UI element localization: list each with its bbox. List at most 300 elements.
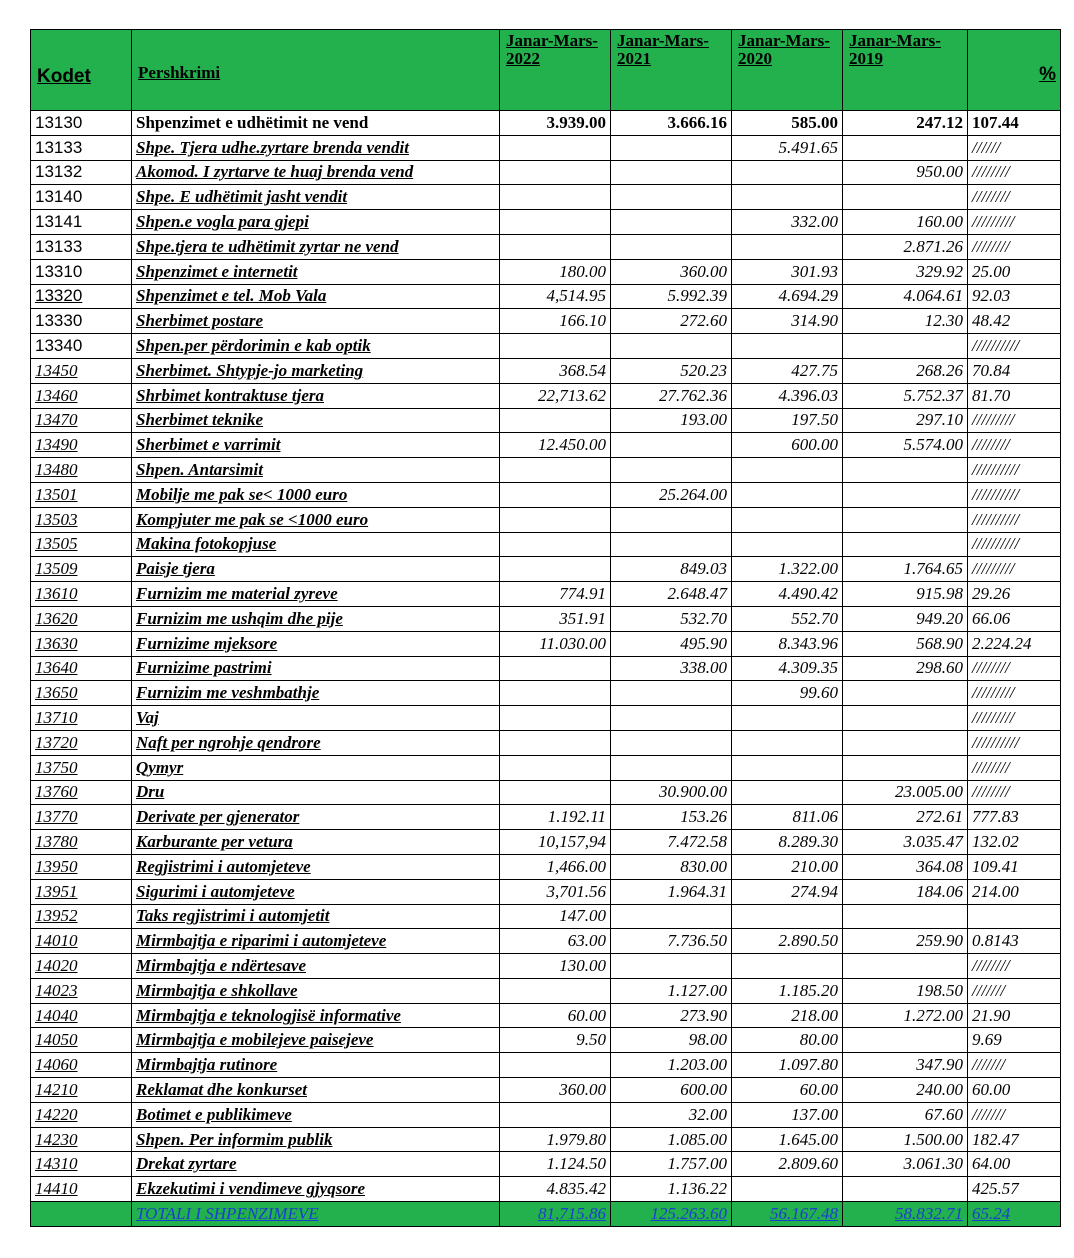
row-value-2019: 329.92 <box>843 259 968 284</box>
row-value-2019: 2.871.26 <box>843 234 968 259</box>
row-value-2020: 4.309.35 <box>732 656 843 681</box>
row-percent: ///////// <box>968 557 1061 582</box>
row-value-2022 <box>500 507 611 532</box>
row-code: 13750 <box>31 755 132 780</box>
row-value-2019: 23.005.00 <box>843 780 968 805</box>
row-percent: 60.00 <box>968 1078 1061 1103</box>
row-value-2021: 5.992.39 <box>611 284 732 309</box>
row-percent: 92.03 <box>968 284 1061 309</box>
row-value-2019 <box>843 458 968 483</box>
row-percent: //////// <box>968 780 1061 805</box>
row-value-2019 <box>843 185 968 210</box>
row-value-2020: 137.00 <box>732 1102 843 1127</box>
row-description: Shrbimet kontraktuse tjera <box>132 383 500 408</box>
row-value-2019: 347.90 <box>843 1053 968 1078</box>
row-code: 14410 <box>31 1177 132 1202</box>
row-percent: 25.00 <box>968 259 1061 284</box>
row-value-2019 <box>843 1177 968 1202</box>
row-description: Furnizim me material zyreve <box>132 582 500 607</box>
row-value-2019: 160.00 <box>843 210 968 235</box>
row-value-2022: 1.192.11 <box>500 805 611 830</box>
row-description: Shpenzimet e tel. Mob Vala <box>132 284 500 309</box>
total-2019: 58.832.71 <box>843 1202 968 1227</box>
row-value-2020: 552.70 <box>732 606 843 631</box>
row-value-2020: 99.60 <box>732 681 843 706</box>
header-period-2019: Janar-Mars-2019 <box>843 30 968 111</box>
row-code: 13760 <box>31 780 132 805</box>
row-percent: //////// <box>968 185 1061 210</box>
row-value-2019 <box>843 730 968 755</box>
row-code: 13330 <box>31 309 132 334</box>
table-row <box>31 929 1061 954</box>
table-row <box>31 978 1061 1003</box>
row-percent: 182.47 <box>968 1127 1061 1152</box>
row-description: Sigurimi i automjeteve <box>132 879 500 904</box>
row-value-2021 <box>611 160 732 185</box>
row-description: Derivate per gjenerator <box>132 805 500 830</box>
row-description: Kompjuter me pak se <1000 euro <box>132 507 500 532</box>
row-value-2020: 427.75 <box>732 358 843 383</box>
row-value-2021 <box>611 507 732 532</box>
row-value-2020 <box>732 234 843 259</box>
row-percent: 66.06 <box>968 606 1061 631</box>
table-row <box>31 954 1061 979</box>
table-row <box>31 631 1061 656</box>
row-description: Sherbimet postare <box>132 309 500 334</box>
row-value-2021 <box>611 185 732 210</box>
row-value-2022 <box>500 482 611 507</box>
row-value-2021 <box>611 532 732 557</box>
row-value-2020 <box>732 730 843 755</box>
row-code: 13320 <box>31 284 132 309</box>
row-value-2021: 25.264.00 <box>611 482 732 507</box>
row-code: 13610 <box>31 582 132 607</box>
row-value-2021 <box>611 681 732 706</box>
row-description: Akomod. I zyrtarve te huaj brenda vend <box>132 160 500 185</box>
row-value-2020: 1.097.80 <box>732 1053 843 1078</box>
row-percent: ////////// <box>968 507 1061 532</box>
row-percent: ///////// <box>968 210 1061 235</box>
row-value-2020 <box>732 160 843 185</box>
header-code: Kodet <box>31 30 132 111</box>
header-description: Pershkrimi <box>132 30 500 111</box>
table-row <box>31 1003 1061 1028</box>
row-value-2019: 259.90 <box>843 929 968 954</box>
row-percent: //////// <box>968 954 1061 979</box>
row-value-2022 <box>500 1053 611 1078</box>
row-description: Shpen. Antarsimit <box>132 458 500 483</box>
row-percent: 2.224.24 <box>968 631 1061 656</box>
row-value-2022: 130.00 <box>500 954 611 979</box>
row-code: 13480 <box>31 458 132 483</box>
table-row <box>31 309 1061 334</box>
row-percent: ////// <box>968 135 1061 160</box>
row-value-2022: 166.10 <box>500 309 611 334</box>
row-percent: 109.41 <box>968 854 1061 879</box>
row-value-2020: 585.00 <box>732 111 843 136</box>
row-value-2021: 272.60 <box>611 309 732 334</box>
row-value-2022: 4,514.95 <box>500 284 611 309</box>
row-value-2022: 774.91 <box>500 582 611 607</box>
row-value-2020 <box>732 904 843 929</box>
row-value-2020: 60.00 <box>732 1078 843 1103</box>
row-percent: 214.00 <box>968 879 1061 904</box>
row-value-2020 <box>732 334 843 359</box>
row-value-2021 <box>611 334 732 359</box>
row-code: 14060 <box>31 1053 132 1078</box>
row-value-2019: 5.574.00 <box>843 433 968 458</box>
row-code: 13952 <box>31 904 132 929</box>
table-row <box>31 408 1061 433</box>
table-row <box>31 1028 1061 1053</box>
table-row <box>31 111 1061 136</box>
row-value-2022: 147.00 <box>500 904 611 929</box>
table-row <box>31 1078 1061 1103</box>
row-description: Ekzekutimi i vendimeve gjyqsore <box>132 1177 500 1202</box>
row-value-2021: 7.736.50 <box>611 929 732 954</box>
row-value-2019 <box>843 755 968 780</box>
row-value-2021: 520.23 <box>611 358 732 383</box>
header-row <box>31 30 1061 111</box>
row-value-2020: 4.694.29 <box>732 284 843 309</box>
row-value-2020: 210.00 <box>732 854 843 879</box>
row-code: 13130 <box>31 111 132 136</box>
row-value-2019: 915.98 <box>843 582 968 607</box>
total-2020: 56.167.48 <box>732 1202 843 1227</box>
row-value-2020: 4.490.42 <box>732 582 843 607</box>
row-description: Shpenzimet e udhëtimit ne vend <box>132 111 500 136</box>
row-code: 13501 <box>31 482 132 507</box>
row-value-2019: 297.10 <box>843 408 968 433</box>
row-value-2020: 2.809.60 <box>732 1152 843 1177</box>
row-description: Mirmbajtja e ndërtesave <box>132 954 500 979</box>
row-value-2019: 268.26 <box>843 358 968 383</box>
total-code <box>31 1202 132 1227</box>
row-value-2019: 4.064.61 <box>843 284 968 309</box>
row-percent: //////// <box>968 160 1061 185</box>
row-code: 13640 <box>31 656 132 681</box>
row-value-2022 <box>500 706 611 731</box>
table-row <box>31 334 1061 359</box>
row-value-2020 <box>732 532 843 557</box>
row-percent: 64.00 <box>968 1152 1061 1177</box>
row-value-2019: 364.08 <box>843 854 968 879</box>
row-value-2019 <box>843 954 968 979</box>
row-value-2021 <box>611 904 732 929</box>
row-value-2022 <box>500 408 611 433</box>
row-value-2022 <box>500 135 611 160</box>
row-value-2022 <box>500 160 611 185</box>
row-value-2022 <box>500 1102 611 1127</box>
row-percent: 425.57 <box>968 1177 1061 1202</box>
row-percent: 777.83 <box>968 805 1061 830</box>
total-2021: 125.263.60 <box>611 1202 732 1227</box>
row-value-2021 <box>611 954 732 979</box>
row-value-2020 <box>732 706 843 731</box>
row-description: Dru <box>132 780 500 805</box>
header-percent <box>968 30 1061 111</box>
row-value-2020: 332.00 <box>732 210 843 235</box>
table-row <box>31 507 1061 532</box>
total-percent: 65.24 <box>968 1202 1061 1227</box>
row-value-2020: 218.00 <box>732 1003 843 1028</box>
row-value-2022 <box>500 656 611 681</box>
row-description: Regjistrimi i automjeteve <box>132 854 500 879</box>
row-description: Qymyr <box>132 755 500 780</box>
row-value-2021 <box>611 458 732 483</box>
row-value-2021: 3.666.16 <box>611 111 732 136</box>
row-description: Sherbimet. Shtypje-jo marketing <box>132 358 500 383</box>
row-value-2021: 532.70 <box>611 606 732 631</box>
row-value-2022 <box>500 978 611 1003</box>
row-value-2020 <box>732 507 843 532</box>
header-period-2021: Janar-Mars-2021 <box>611 30 732 111</box>
row-value-2022 <box>500 532 611 557</box>
table-row <box>31 532 1061 557</box>
row-value-2021: 495.90 <box>611 631 732 656</box>
row-value-2021: 1.085.00 <box>611 1127 732 1152</box>
row-value-2021: 153.26 <box>611 805 732 830</box>
row-percent: //////// <box>968 755 1061 780</box>
total-label: TOTALI I SHPENZIMEVE <box>132 1202 500 1227</box>
row-value-2022 <box>500 210 611 235</box>
row-value-2019: 3.061.30 <box>843 1152 968 1177</box>
row-value-2019: 950.00 <box>843 160 968 185</box>
row-code: 13950 <box>31 854 132 879</box>
row-percent: 0.8143 <box>968 929 1061 954</box>
row-value-2021: 360.00 <box>611 259 732 284</box>
row-percent: ////////// <box>968 334 1061 359</box>
total-2022: 81,715.86 <box>500 1202 611 1227</box>
header-period-2022: Janar-Mars-2022 <box>500 30 611 111</box>
table-row <box>31 358 1061 383</box>
row-value-2022 <box>500 334 611 359</box>
row-value-2019 <box>843 681 968 706</box>
row-value-2022: 10,157,94 <box>500 830 611 855</box>
row-description: Shpen. Per informim publik <box>132 1127 500 1152</box>
table-row <box>31 482 1061 507</box>
row-value-2019: 272.61 <box>843 805 968 830</box>
row-percent: 21.90 <box>968 1003 1061 1028</box>
row-value-2019: 3.035.47 <box>843 830 968 855</box>
row-value-2022: 11.030.00 <box>500 631 611 656</box>
row-description: Shpen.e vogla para gjepi <box>132 210 500 235</box>
row-code: 14020 <box>31 954 132 979</box>
row-value-2022: 3.939.00 <box>500 111 611 136</box>
table-row <box>31 185 1061 210</box>
row-value-2020 <box>732 755 843 780</box>
table-row <box>31 805 1061 830</box>
row-value-2021: 830.00 <box>611 854 732 879</box>
table-row <box>31 383 1061 408</box>
row-value-2021 <box>611 234 732 259</box>
row-description: Shpe. Tjera udhe.zyrtare brenda vendit <box>132 135 500 160</box>
table-row <box>31 259 1061 284</box>
row-value-2021: 273.90 <box>611 1003 732 1028</box>
row-code: 13460 <box>31 383 132 408</box>
row-description: Naft per ngrohje qendrore <box>132 730 500 755</box>
row-value-2019 <box>843 482 968 507</box>
table-row <box>31 234 1061 259</box>
table-row <box>31 1127 1061 1152</box>
row-value-2019: 12.30 <box>843 309 968 334</box>
row-code: 13133 <box>31 135 132 160</box>
row-description: Makina fotokopjuse <box>132 532 500 557</box>
row-value-2020: 8.343.96 <box>732 631 843 656</box>
row-code: 14230 <box>31 1127 132 1152</box>
row-value-2022: 22,713.62 <box>500 383 611 408</box>
row-value-2021: 1.964.31 <box>611 879 732 904</box>
row-value-2020: 811.06 <box>732 805 843 830</box>
row-code: 13490 <box>31 433 132 458</box>
row-code: 14220 <box>31 1102 132 1127</box>
row-value-2021 <box>611 755 732 780</box>
row-percent: ////////// <box>968 730 1061 755</box>
row-value-2021: 1.757.00 <box>611 1152 732 1177</box>
row-percent: //////// <box>968 656 1061 681</box>
row-value-2021: 2.648.47 <box>611 582 732 607</box>
row-description: Paisje tjera <box>132 557 500 582</box>
row-percent: /////// <box>968 978 1061 1003</box>
row-value-2020: 8.289.30 <box>732 830 843 855</box>
row-description: Mirmbajtja e mobilejeve paisejeve <box>132 1028 500 1053</box>
row-code: 13340 <box>31 334 132 359</box>
row-value-2022: 1,466.00 <box>500 854 611 879</box>
row-code: 13720 <box>31 730 132 755</box>
row-description: Furnizime mjeksore <box>132 631 500 656</box>
row-value-2021: 27.762.36 <box>611 383 732 408</box>
row-value-2022 <box>500 755 611 780</box>
row-value-2020: 5.491.65 <box>732 135 843 160</box>
row-value-2019: 1.272.00 <box>843 1003 968 1028</box>
row-value-2019: 949.20 <box>843 606 968 631</box>
row-description: Furnizim me veshmbathje <box>132 681 500 706</box>
row-value-2019 <box>843 532 968 557</box>
row-description: Mobilje me pak se< 1000 euro <box>132 482 500 507</box>
row-value-2021 <box>611 433 732 458</box>
row-value-2022: 1.124.50 <box>500 1152 611 1177</box>
row-value-2021: 98.00 <box>611 1028 732 1053</box>
row-value-2020: 600.00 <box>732 433 843 458</box>
row-value-2019 <box>843 706 968 731</box>
row-value-2020: 197.50 <box>732 408 843 433</box>
row-value-2022 <box>500 458 611 483</box>
row-code: 14210 <box>31 1078 132 1103</box>
row-description: Sherbimet teknike <box>132 408 500 433</box>
row-value-2022: 9.50 <box>500 1028 611 1053</box>
row-description: Reklamat dhe konkurset <box>132 1078 500 1103</box>
row-value-2019: 184.06 <box>843 879 968 904</box>
row-percent: ////////// <box>968 458 1061 483</box>
table-row <box>31 879 1061 904</box>
row-value-2020: 301.93 <box>732 259 843 284</box>
row-value-2020: 1.185.20 <box>732 978 843 1003</box>
table-row <box>31 1177 1061 1202</box>
table-row <box>31 904 1061 929</box>
row-value-2022: 60.00 <box>500 1003 611 1028</box>
table-row <box>31 135 1061 160</box>
row-value-2022: 180.00 <box>500 259 611 284</box>
row-code: 13620 <box>31 606 132 631</box>
table-row <box>31 458 1061 483</box>
row-value-2021 <box>611 135 732 160</box>
row-value-2019: 1.500.00 <box>843 1127 968 1152</box>
row-code: 13650 <box>31 681 132 706</box>
row-value-2022: 368.54 <box>500 358 611 383</box>
row-value-2021: 32.00 <box>611 1102 732 1127</box>
table-row <box>31 210 1061 235</box>
row-percent: 107.44 <box>968 111 1061 136</box>
row-description: Vaj <box>132 706 500 731</box>
row-description: Shpe.tjera te udhëtimit zyrtar ne vend <box>132 234 500 259</box>
row-value-2022 <box>500 780 611 805</box>
row-code: 13140 <box>31 185 132 210</box>
row-value-2021: 1.127.00 <box>611 978 732 1003</box>
row-value-2019 <box>843 507 968 532</box>
row-description: Furnizime pastrimi <box>132 656 500 681</box>
row-value-2020 <box>732 185 843 210</box>
row-percent <box>968 904 1061 929</box>
row-code: 13310 <box>31 259 132 284</box>
row-value-2019 <box>843 334 968 359</box>
row-percent: /////// <box>968 1053 1061 1078</box>
row-value-2022 <box>500 730 611 755</box>
row-code: 14023 <box>31 978 132 1003</box>
header-period-2020: Janar-Mars-2020 <box>732 30 843 111</box>
row-value-2020 <box>732 458 843 483</box>
table-row <box>31 854 1061 879</box>
row-value-2022: 360.00 <box>500 1078 611 1103</box>
row-value-2019: 198.50 <box>843 978 968 1003</box>
row-code: 13503 <box>31 507 132 532</box>
row-value-2022 <box>500 557 611 582</box>
row-code: 13450 <box>31 358 132 383</box>
row-percent: //////// <box>968 433 1061 458</box>
row-code: 13132 <box>31 160 132 185</box>
row-code: 13505 <box>31 532 132 557</box>
row-percent: //////// <box>968 234 1061 259</box>
row-code: 13630 <box>31 631 132 656</box>
row-code: 13770 <box>31 805 132 830</box>
table-row <box>31 755 1061 780</box>
row-value-2022: 63.00 <box>500 929 611 954</box>
row-code: 14050 <box>31 1028 132 1053</box>
table-row <box>31 1102 1061 1127</box>
row-description: Mirmbajtja e teknologjisë informative <box>132 1003 500 1028</box>
row-value-2020: 314.90 <box>732 309 843 334</box>
table-row <box>31 1053 1061 1078</box>
row-value-2019: 568.90 <box>843 631 968 656</box>
row-value-2022: 12.450.00 <box>500 433 611 458</box>
row-description: Shpenzimet e internetit <box>132 259 500 284</box>
row-value-2021: 30.900.00 <box>611 780 732 805</box>
table-row <box>31 706 1061 731</box>
row-percent: 48.42 <box>968 309 1061 334</box>
row-value-2021: 7.472.58 <box>611 830 732 855</box>
row-value-2022: 3,701.56 <box>500 879 611 904</box>
row-description: Mirmbajtja rutinore <box>132 1053 500 1078</box>
row-value-2020: 1.322.00 <box>732 557 843 582</box>
row-percent: /////// <box>968 1102 1061 1127</box>
row-percent: 29.26 <box>968 582 1061 607</box>
row-percent: 81.70 <box>968 383 1061 408</box>
row-code: 13951 <box>31 879 132 904</box>
table-row <box>31 730 1061 755</box>
row-value-2020 <box>732 482 843 507</box>
table-row <box>31 681 1061 706</box>
row-code: 13470 <box>31 408 132 433</box>
row-value-2020 <box>732 954 843 979</box>
